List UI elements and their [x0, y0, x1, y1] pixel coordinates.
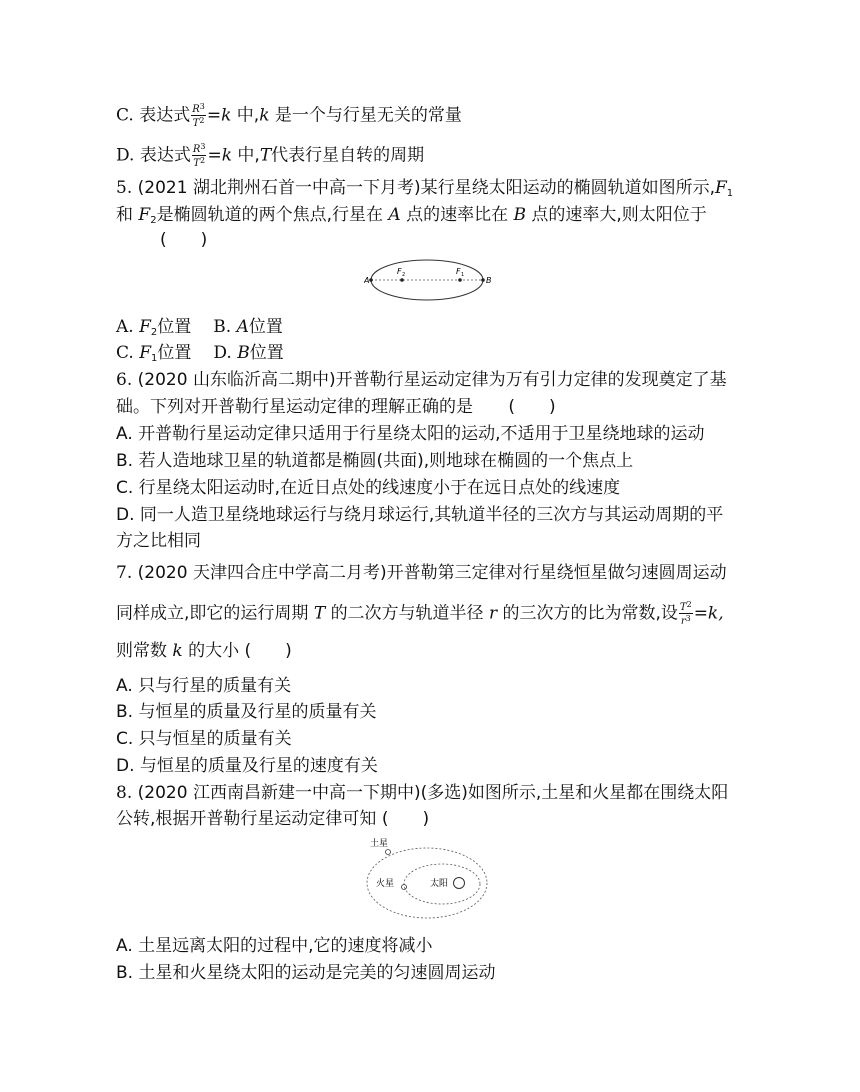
q6-answer-paren[interactable]: ( ) — [508, 397, 556, 417]
q7-stem-line1: 7. (2020 天津四合庄中学高二月考)开普勒第三定律对行星绕恒星做匀速圆周运动 — [116, 563, 727, 583]
planet-orbits-figure — [364, 834, 494, 924]
q8-stem-line1: 8. (2020 江西南昌新建一中高一下期中)(多选)如图所示,土星和火星都在围绕太阳 — [116, 783, 729, 803]
saturn-marker — [386, 850, 391, 855]
q5-stem-line1: 5. (2021 湖北荆州石首一中高一下月考)某行星绕太阳运动的椭圆轨道如图所示$,F_1$ — [116, 178, 734, 199]
q6-option-b[interactable]: B. 若人造地球卫星的轨道都是椭圆(共面),则地球在椭圆的一个焦点上 — [116, 451, 634, 471]
kepler-fraction: $\frac{R^3}{T^2}$ — [192, 102, 205, 129]
fig-label-a: A — [364, 276, 370, 285]
q7-stem-line2: 同样成立,即它的运行周期 T 的二次方与轨道半径 r 的三次方的比为常数,设 $\frac{T^2}{r^3}$ =k, — [116, 600, 724, 627]
kepler-fraction: $\frac{R^3}{T^2}$ — [192, 142, 206, 169]
q5-options-row1 — [116, 316, 283, 344]
q5-options-row2 — [116, 342, 284, 370]
q7-answer-paren[interactable]: ( ) — [244, 641, 292, 661]
q7-option-b[interactable]: B. 与恒星的质量及行星的质量有关 — [116, 702, 377, 722]
q6-stem-line2: 础。下列对开普勒行星运动定律的理解正确的是 ( ) — [116, 397, 556, 417]
fig-label-f2: F — [397, 267, 402, 276]
fig-label-saturn: 土星 — [370, 839, 389, 849]
q5-option-c[interactable]: C. $F_1$位置 — [116, 343, 192, 364]
fig-label-b: B — [486, 276, 492, 285]
q7-stem-line3: 则常数 k 的大小 ( ) — [116, 641, 292, 661]
q6-option-d-cont: 方之比相同 — [116, 531, 201, 551]
sun-marker — [454, 878, 465, 889]
q5-option-d[interactable]: D. B位置 — [213, 343, 284, 363]
fig-label-f1: F — [456, 267, 461, 276]
q6-option-c[interactable]: C. 行星绕太阳运动时,在近日点处的线速度小于在远日点处的线速度 — [116, 478, 621, 498]
q8-option-b[interactable]: B. 土星和火星绕太阳的运动是完美的匀速圆周运动 — [116, 963, 496, 983]
q5-stem-line2: 和 $F_2$是椭圆轨道的两个焦点,行星在 A 点的速率比在 B 点的速率大,则太阳位于 — [116, 205, 707, 226]
q7-option-a[interactable]: A. 只与行星的质量有关 — [116, 676, 292, 696]
q5-option-b[interactable]: B. A位置 — [213, 317, 283, 337]
q4-option-d[interactable]: D. 表达式 $\frac{R^3}{T^2}$ =k 中,T代表行星自转的周期 — [116, 142, 425, 169]
q6-option-a[interactable]: A. 开普勒行星运动定律只适用于行星绕太阳的运动,不适用于卫星绕地球的运动 — [116, 424, 705, 444]
ellipse-orbit-figure — [364, 256, 494, 306]
q8-option-a[interactable]: A. 土星远离太阳的过程中,它的速度将减小 — [116, 936, 433, 956]
svg-text:2: 2 — [402, 272, 406, 278]
q7-option-d[interactable]: D. 与恒星的质量及行星的速度有关 — [116, 756, 378, 776]
q6-stem-line1: 6. (2020 山东临沂高二期中)开普勒行星运动定律为万有引力定律的发现奠定了基 — [116, 370, 727, 390]
q4-option-c[interactable]: C. 表达式 $\frac{R^3}{T^2}$ =k 中,k 是一个与行星无关的常量 — [116, 102, 462, 129]
fig-label-mars: 火星 — [375, 879, 394, 889]
q8-stem-line2: 公转,根据开普勒行星运动定律可知 ( ) — [116, 809, 430, 829]
q5-option-a[interactable]: A. $F_2$位置 — [116, 317, 192, 338]
q5-answer-paren[interactable]: ( ) — [160, 230, 208, 250]
q6-option-d[interactable]: D. 同一人造卫星绕地球运行与绕月球运行,其轨道半径的三次方与其运动周期的平 — [116, 505, 724, 525]
mars-marker — [402, 885, 407, 890]
q8-answer-paren[interactable]: ( ) — [381, 809, 430, 829]
q7-option-c[interactable]: C. 只与恒星的质量有关 — [116, 729, 292, 749]
period-radius-fraction: $\frac{T^2}{r^3}$ — [679, 600, 692, 627]
svg-text:1: 1 — [461, 272, 465, 278]
fig-label-sun: 太阳 — [430, 879, 449, 889]
